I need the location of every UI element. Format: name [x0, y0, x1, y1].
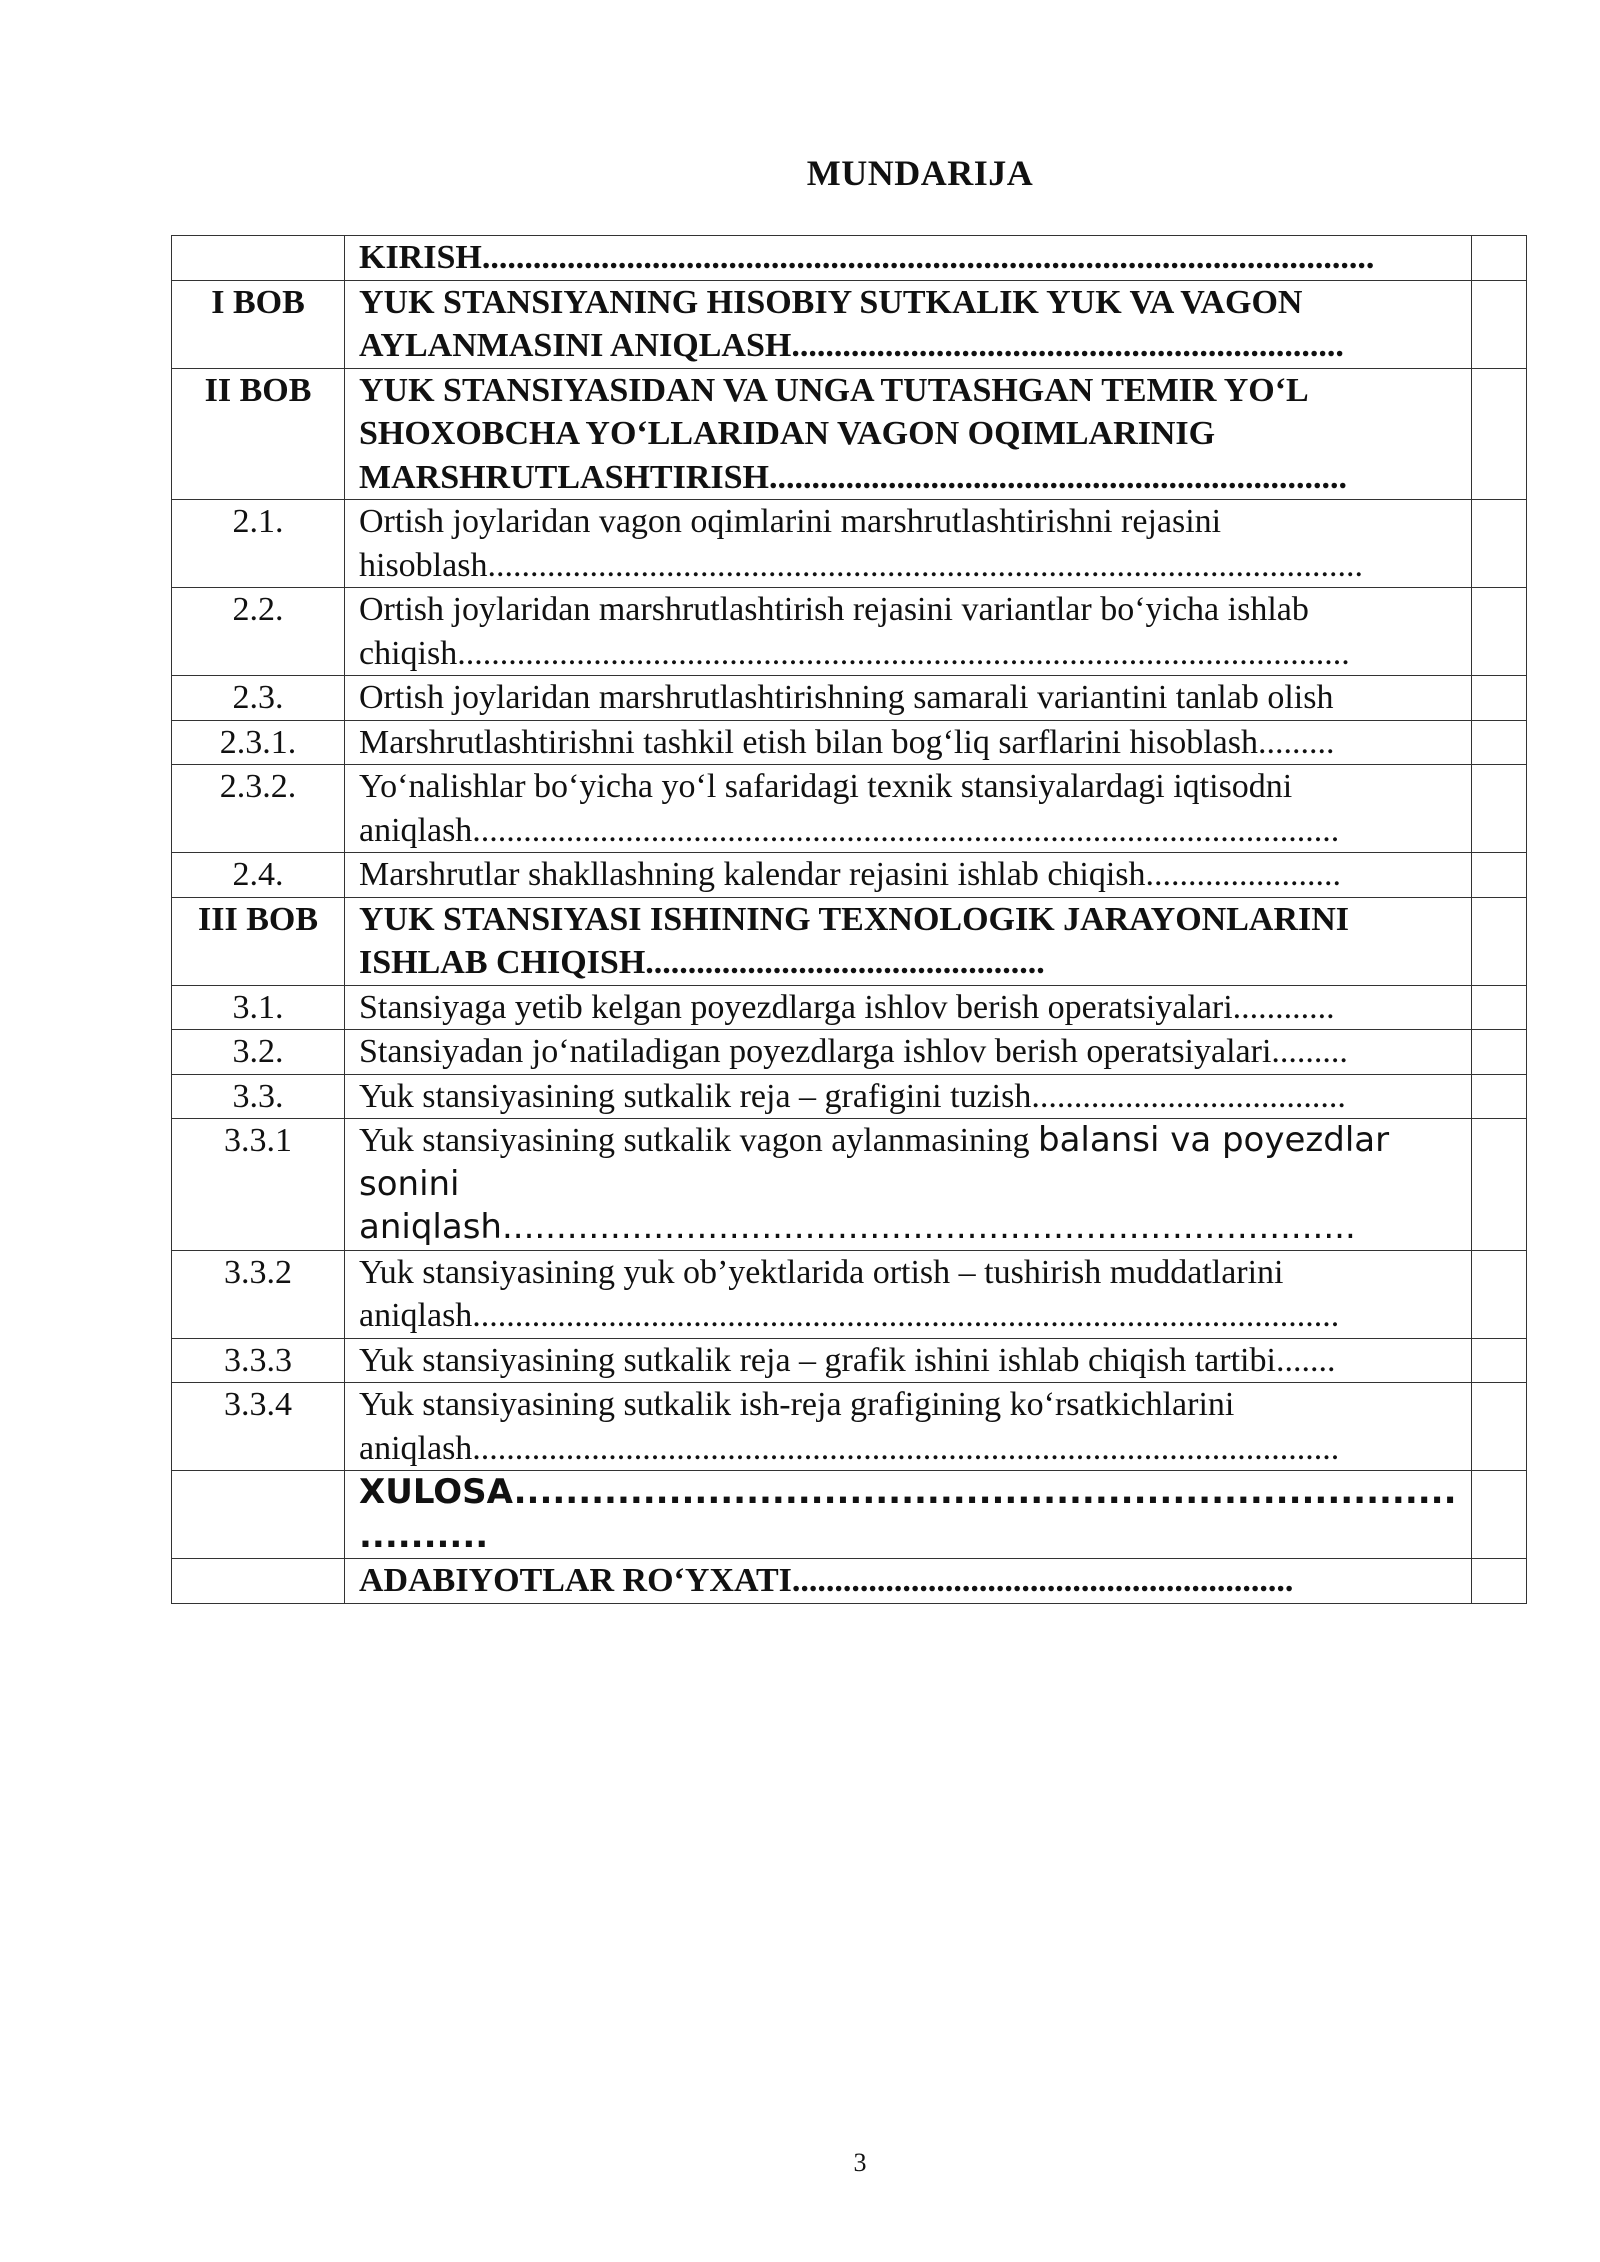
toc-section-number: 2.2. [172, 588, 345, 676]
toc-title-part-sans: balansi va poyezdlar sonini aniqlash............................................................................... [359, 1120, 1390, 1247]
toc-row [172, 765, 1527, 853]
toc-section-title [345, 1338, 1472, 1383]
toc-section-number: 3.3. [172, 1074, 345, 1119]
toc-section-title [345, 588, 1472, 676]
toc-section-title [345, 853, 1472, 898]
toc-section-number: 3.2. [172, 1030, 345, 1075]
toc-page-cell [1472, 236, 1527, 281]
toc-section-number [172, 236, 345, 281]
toc-page-cell [1472, 500, 1527, 588]
toc-section-number: 3.3.3 [172, 1338, 345, 1383]
toc-title-text: YUK STANSIYASI ISHINING TEXNOLOGIK JARAYONLARINI ISHLAB CHIQISH............................................... [359, 900, 1350, 981]
toc-row [172, 236, 1527, 281]
toc-section-number: III BOB [172, 897, 345, 985]
toc-row [172, 1471, 1527, 1559]
toc-title-text: KIRISH......................................................................................................... [359, 239, 1375, 276]
toc-page-cell [1472, 676, 1527, 721]
toc-title-text: Marshrutlar shakllashning kalendar rejasini ishlab chiqish....................... [359, 856, 1342, 893]
toc-page-cell [1472, 1030, 1527, 1075]
toc-page-cell [1472, 280, 1527, 368]
toc-title-text: Ortish joylaridan marshrutlashtirishning samarali variantini tanlab olish [359, 679, 1334, 716]
toc-title-text: Stansiyaga yetib kelgan poyezdlarga ishlov berish operatsiyalari............ [359, 988, 1335, 1026]
toc-row [172, 280, 1527, 368]
toc-section-number [172, 1559, 345, 1604]
toc-row [172, 1119, 1527, 1251]
toc-row [172, 368, 1527, 500]
toc-title-part-serif: Yuk stansiyasining sutkalik vagon aylanmasining [359, 1122, 1038, 1159]
page-number: 3 [853, 2148, 867, 2177]
toc-section-number: 2.3.1. [172, 720, 345, 765]
toc-section-number: 2.3.2. [172, 765, 345, 853]
toc-section-number: 3.3.2 [172, 1250, 345, 1338]
toc-row [172, 1074, 1527, 1119]
toc-title-text: YUK STANSIYANING HISOBIY SUTKALIK YUK VA VAGON AYLANMASINI ANIQLASH................................................................. [359, 283, 1344, 364]
toc-title-text: XULOSA................................................................................... [359, 1472, 1457, 1556]
toc-row [172, 676, 1527, 721]
toc-section-title [345, 765, 1472, 853]
toc-section-title [345, 1030, 1472, 1075]
toc-page-cell [1472, 1383, 1527, 1471]
toc-title-text: YUK STANSIYASIDAN VA UNGA TUTASHGAN TEMIR YO‘L SHOXOBCHA YO‘LLARIDAN VAGON OQIMLARINIG MARSHRUTLASHTIRISH.................................................................... [359, 371, 1347, 496]
toc-section-number: 2.1. [172, 500, 345, 588]
toc-section-title [345, 236, 1472, 281]
toc-section-title [345, 985, 1472, 1030]
toc-row [172, 588, 1527, 676]
toc-page-cell [1472, 1471, 1527, 1559]
toc-section-number: 3.3.1 [172, 1119, 345, 1251]
toc-section-number: 2.3. [172, 676, 345, 721]
toc-title-text: Stansiyadan jo‘natiladigan poyezdlarga ishlov berish operatsiyalari......... [359, 1033, 1348, 1070]
toc-title-text: Yuk stansiyasining sutkalik reja – grafik ishini ishlab chiqish tartibi....... [359, 1341, 1336, 1379]
toc-section-title [345, 1119, 1472, 1251]
toc-row [172, 500, 1527, 588]
toc-section-title [345, 368, 1472, 500]
toc-row [172, 1030, 1527, 1075]
table-of-contents [171, 235, 1527, 1604]
toc-page-cell [1472, 1250, 1527, 1338]
toc-page-cell [1472, 853, 1527, 898]
toc-row [172, 985, 1527, 1030]
toc-section-number: II BOB [172, 368, 345, 500]
toc-title-text: Yuk stansiyasining sutkalik ish-reja grafigining ko‘rsatkichlarini aniqlash...................................................................................................... [359, 1386, 1340, 1467]
toc-row [172, 1338, 1527, 1383]
page-title: MUNDARIJA [806, 153, 1034, 193]
toc-title-text: Ortish joylaridan vagon oqimlarini marshrutlashtirishni rejasini hisoblash....................................................................................................... [359, 503, 1363, 584]
toc-section-title [345, 500, 1472, 588]
toc-page-cell [1472, 765, 1527, 853]
toc-section-title [345, 676, 1472, 721]
toc-page-cell [1472, 720, 1527, 765]
toc-page-cell [1472, 1338, 1527, 1383]
toc-title-text: Yuk stansiyasining yuk ob’yektlarida ortish – tushirish muddatlarini aniqlash...................................................................................................... [359, 1253, 1340, 1334]
toc-page-cell [1472, 588, 1527, 676]
toc-section-number: 2.4. [172, 853, 345, 898]
toc-section-title [345, 897, 1472, 985]
toc-section-title [345, 1383, 1472, 1471]
toc-section-title [345, 280, 1472, 368]
toc-row [172, 1559, 1527, 1604]
toc-section-number [172, 1471, 345, 1559]
toc-row [172, 1383, 1527, 1471]
toc-title-text: Marshrutlashtirishni tashkil etish bilan bog‘liq sarflarini hisoblash......... [359, 723, 1335, 761]
toc-row [172, 853, 1527, 898]
toc-row [172, 897, 1527, 985]
toc-row [172, 720, 1527, 765]
toc-row [172, 1250, 1527, 1338]
toc-section-title [345, 1074, 1472, 1119]
toc-section-number: 3.3.4 [172, 1383, 345, 1471]
toc-section-number: 3.1. [172, 985, 345, 1030]
toc-page-cell [1472, 1074, 1527, 1119]
toc-page-cell [1472, 897, 1527, 985]
toc-page-cell [1472, 368, 1527, 500]
toc-title-text: Ortish joylaridan marshrutlashtirish rejasini variantlar bo‘yicha ishlab chiqish......................................................................................................... [359, 591, 1350, 672]
toc-page-cell [1472, 1559, 1527, 1604]
toc-section-title [345, 1250, 1472, 1338]
toc-section-number: I BOB [172, 280, 345, 368]
toc-section-title [345, 720, 1472, 765]
toc-title-text: Yuk stansiyasining sutkalik reja – grafigini tuzish..................................... [359, 1077, 1346, 1115]
toc-page-cell [1472, 1119, 1527, 1251]
toc-title-text: Yo‘nalishlar bo‘yicha yo‘l safaridagi texnik stansiyalardagi iqtisodni aniqlash...................................................................................................... [359, 768, 1340, 849]
toc-section-title [345, 1559, 1472, 1604]
toc-section-title [345, 1471, 1472, 1559]
toc-page-cell [1472, 985, 1527, 1030]
toc-title-text: ADABIYOTLAR RO‘YXATI........................................................... [359, 1562, 1294, 1599]
